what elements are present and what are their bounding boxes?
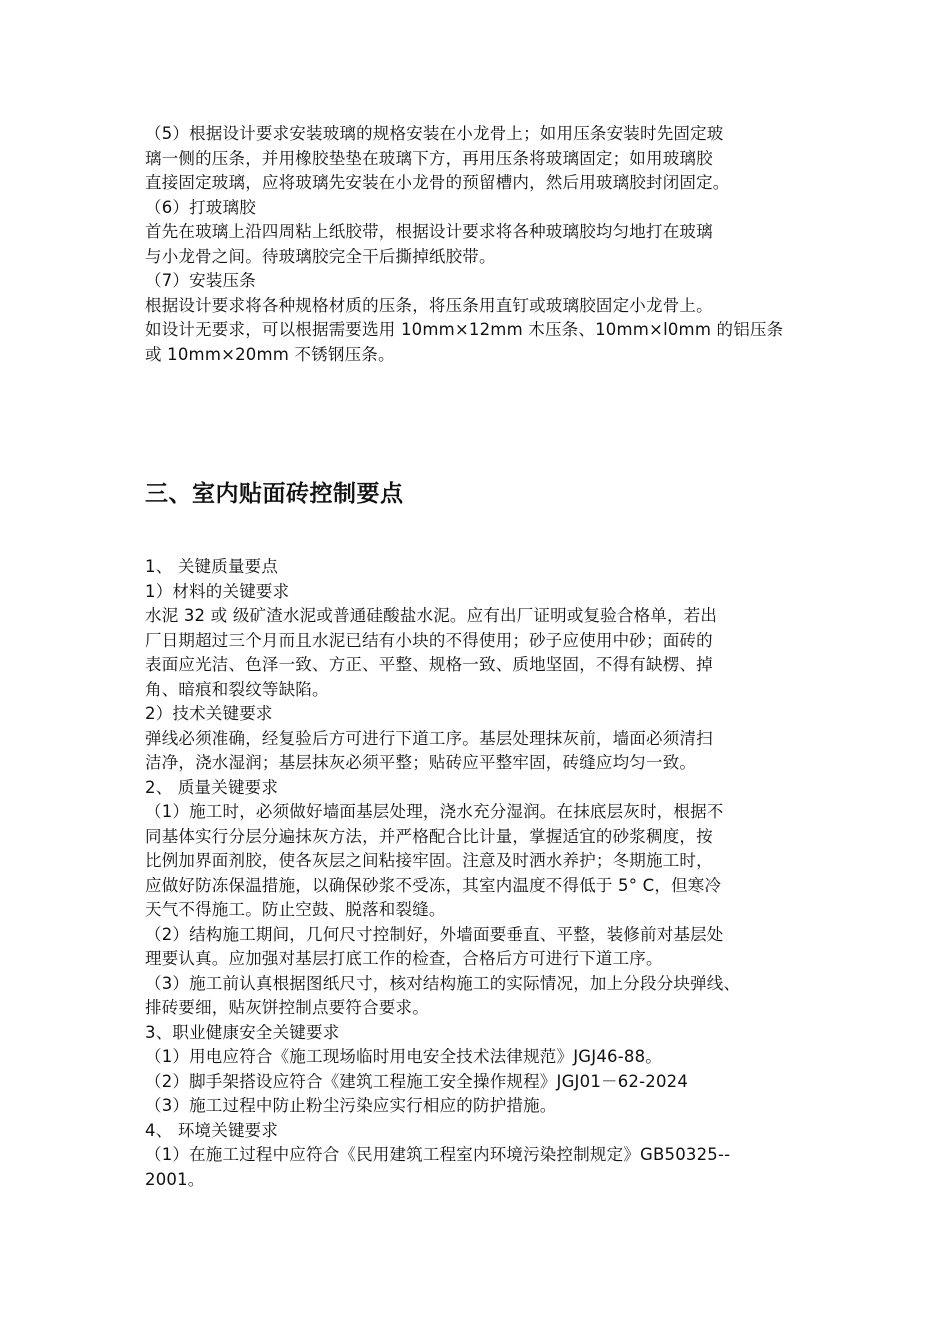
text-line: 洁净，浇水湿润；基层抹灰必须平整；贴砖应平整牢固，砖缝应均匀一致。 — [145, 753, 697, 772]
text-line: （3）施工过程中防止粉尘污染应实行相应的防护措施。 — [145, 1096, 557, 1115]
text-line: 厂日期超过三个月而且水泥已结有小块的不得使用；砂子应使用中砂；面砖的 — [145, 630, 713, 650]
text-line: （1）用电应符合《施工现场临时用电安全技术法律规范》JGJ46-88。 — [145, 1047, 662, 1066]
text-line: （1）在施工过程中应符合《民用建筑工程室内环境污染控制规定》GB50325-- — [145, 1145, 731, 1164]
text-line: 直接固定玻璃，应将玻璃先安装在小龙骨的预留槽内，然后用玻璃胶封闭固定。 — [145, 173, 730, 192]
text-line: 1）材料的关键要求 — [145, 581, 290, 601]
text-line: 同基体实行分层分遍抹灰方法，并严格配合比计量，掌握适宜的砂浆稠度，按 — [145, 826, 713, 846]
text-line: 角、暗痕和裂纹等缺陷。 — [145, 679, 329, 699]
text-line: 弹线必须准确，经复验后方可进行下道工序。基层处理抹灰前，墙面必须清扫 — [145, 728, 713, 748]
text-line: 1、 关键质量要点 — [145, 557, 279, 576]
text-line: （7）安装压条 — [145, 271, 256, 290]
text-line: 与小龙骨之间。待玻璃胶完全干后撕掉纸胶带。 — [145, 246, 496, 266]
section-heading: 三、室内贴面砖控制要点 — [145, 481, 404, 507]
text-line: 璃一侧的压条，并用橡胶垫垫在玻璃下方，再用压条将玻璃固定；如用玻璃胶 — [145, 148, 713, 168]
text-line: 比例加界面剂胶，使各灰层之间粘接牢固。注意及时洒水养护；冬期施工时， — [145, 851, 713, 870]
tile-control-text — [145, 555, 815, 1192]
text-line: 2001。 — [145, 1169, 205, 1189]
text-line: 天气不得施工。防止空鼓、脱落和裂缝。 — [145, 900, 446, 919]
text-line: （5）根据设计要求安装玻璃的规格安装在小龙骨上；如用压条安装时先固定玻 — [145, 124, 724, 143]
text-line: （6）打玻璃胶 — [145, 197, 256, 217]
text-line: 如设计无要求，可以根据需要选用 10mm×12mm 木压条、10mm×l0mm 的铝压条 — [145, 320, 784, 339]
text-line: 根据设计要求将各种规格材质的压条，将压条用直钉或玻璃胶固定小龙骨上。 — [145, 295, 713, 315]
text-line: 应做好防冻保温措施，以确保砂浆不受冻，其室内温度不得低于 5° C，但寒冷 — [145, 875, 722, 895]
text-line: 2、 质量关键要求 — [145, 777, 279, 797]
text-line: 或 10mm×20mm 不锈钢压条。 — [145, 344, 395, 364]
text-line: 4、 环境关键要求 — [145, 1120, 279, 1140]
text-line: 2）技术关键要求 — [145, 704, 273, 723]
text-line: （3）施工前认真根据图纸尺寸，核对结构施工的实际情况，加上分段分块弹线、 — [145, 973, 741, 993]
glass-installation-text — [145, 122, 815, 367]
text-line: 表面应光洁、色泽一致、方正、平整、规格一致、质地坚固，不得有缺楞、掉 — [145, 655, 713, 674]
text-line: 理要认真。应加强对基层打底工作的检查，合格后方可进行下道工序。 — [145, 949, 663, 968]
text-line: 水泥 32 或 级矿渣水泥或普通硅酸盐水泥。应有出厂证明或复验合格单，若出 — [145, 606, 718, 625]
text-line: （2）脚手架搭设应符合《建筑工程施工安全操作规程》JGJ01－62-2024 — [145, 1071, 689, 1091]
text-line: 排砖要细，贴灰饼控制点要符合要求。 — [145, 998, 429, 1017]
text-line: （2）结构施工期间，几何尺寸控制好，外墙面要垂直、平整，装修前对基层处 — [145, 924, 724, 944]
text-line: 3、职业健康安全关键要求 — [145, 1022, 340, 1042]
text-line: （1）施工时，必须做好墙面基层处理，浇水充分湿润。在抹底层灰时，根据不 — [145, 802, 724, 821]
text-line: 首先在玻璃上沿四周粘上纸胶带，根据设计要求将各种玻璃胶均匀地打在玻璃 — [145, 222, 713, 241]
